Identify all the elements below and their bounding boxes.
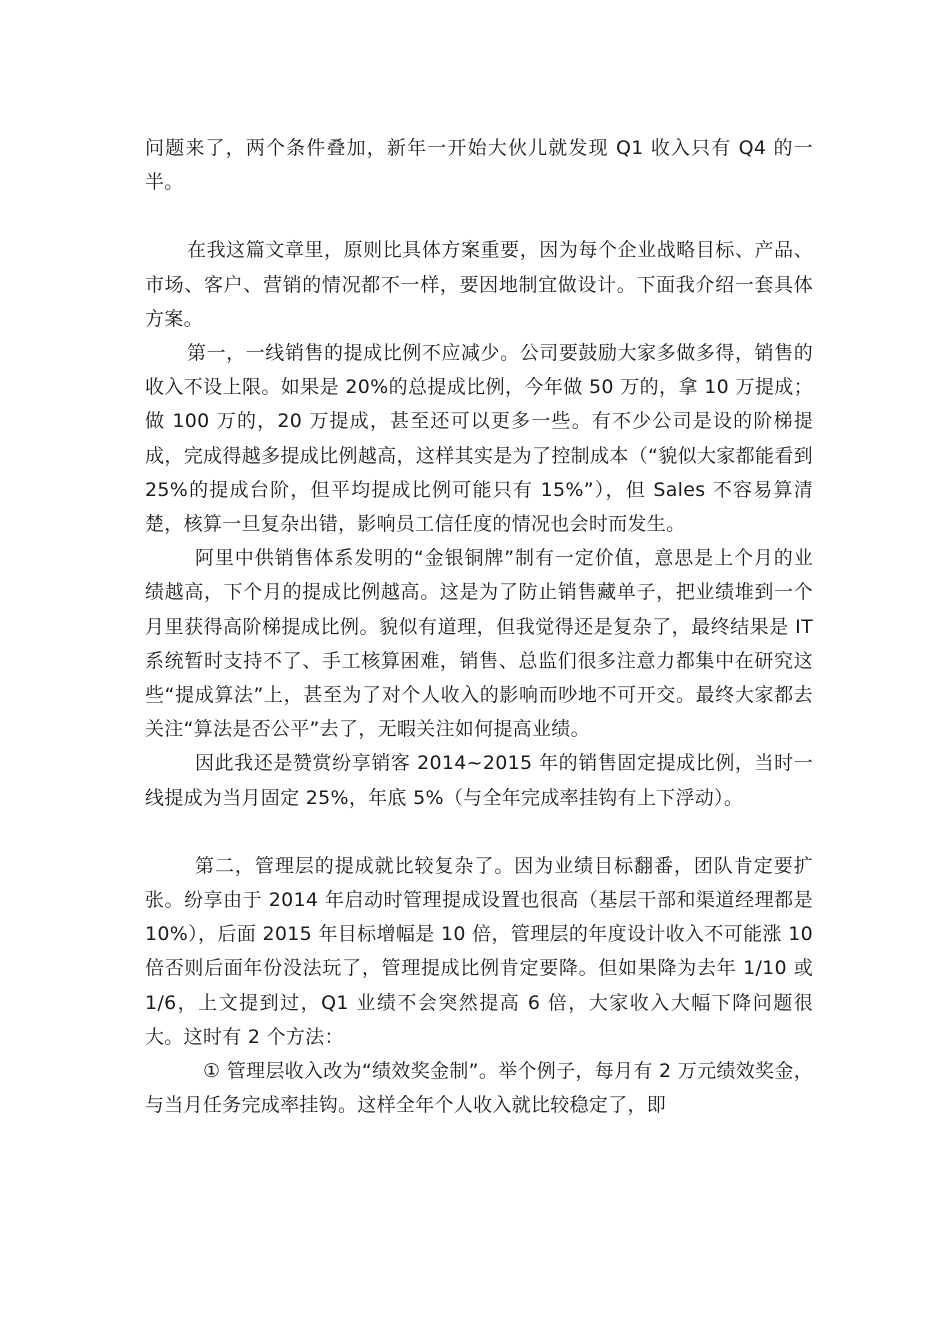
- paragraph-q1-revenue: 问题来了，两个条件叠加，新年一开始大伙儿就发现 Q1 收入只有 Q4 的一半。: [145, 137, 813, 194]
- paragraph-gap: [145, 199, 813, 233]
- paragraph-fixed-commission: 因此我还是赞赏纷享销客 2014~2015 年的销售固定提成比例，当时一线提成为当月固定 25%，年底 5%（与全年完成率挂钩有上下浮动）。: [145, 752, 813, 809]
- paragraph-point-one: 第一，一线销售的提成比例不应减少。公司要鼓励大家多做多得，销售的收入不设上限。如果是 20%的总提成比例，今年做 50 万的，拿 10 万提成；做 100 万的，20 万提成，甚至还可以更多一些。有不少公司是设的阶梯提成，完成得越多提成比例越高，这样其实是为了控制成本（“貌似大家都能看到 25%的提成台阶，但平均提成比例可能只有 15%”），但 Sales 不容易算清楚，核算一旦复杂出错，影响员工信任度的情况也会时而发生。: [145, 342, 813, 536]
- paragraph-gap: [145, 815, 813, 849]
- paragraph-alibaba-medal-system: 阿里中供销售体系发明的“金银铜牌”制有一定价值，意思是上个月的业绩越高，下个月的提成比例越高。这是为了防止销售藏单子，把业绩堆到一个月里获得高阶梯提成比例。貌似有道理，但我觉得还是复杂了，最终结果是 IT 系统暂时支持不了、手工核算困难，销售、总监们很多注意力都集中在研究这些“提成算法”上，甚至为了对个人收入的影响而吵地不可开交。最终大家都去关注“算法是否公平”去了，无暇关注如何提高业绩。: [145, 547, 813, 741]
- paragraph-point-two: 第二，管理层的提成就比较复杂了。因为业绩目标翻番，团队肯定要扩张。纷享由于 2014 年启动时管理提成设置也很高（基层干部和渠道经理都是 10%），后面 2015 年目标增幅是 10 倍，管理层的年度设计收入不可能涨 10 倍否则后面年份没法玩了，管理提成比例肯定要降。但如果降为去年 1/10 或 1/6，上文提到过，Q1 业绩不会突然提高 6 倍，大家收入大幅下降问题很大。这时有 2 个方法：: [145, 854, 813, 1048]
- paragraph-principles: 在我这篇文章里，原则比具体方案重要，因为每个企业战略目标、产品、市场、客户、营销的情况都不一样，要因地制宜做设计。下面我介绍一套具体方案。: [145, 239, 813, 330]
- paragraph-method-one: ① 管理层收入改为“绩效奖金制”。举个例子，每月有 2 万元绩效奖金，与当月任务完成率挂钩。这样全年个人收入就比较稳定了，即: [145, 1060, 813, 1117]
- article-body: [145, 131, 813, 1122]
